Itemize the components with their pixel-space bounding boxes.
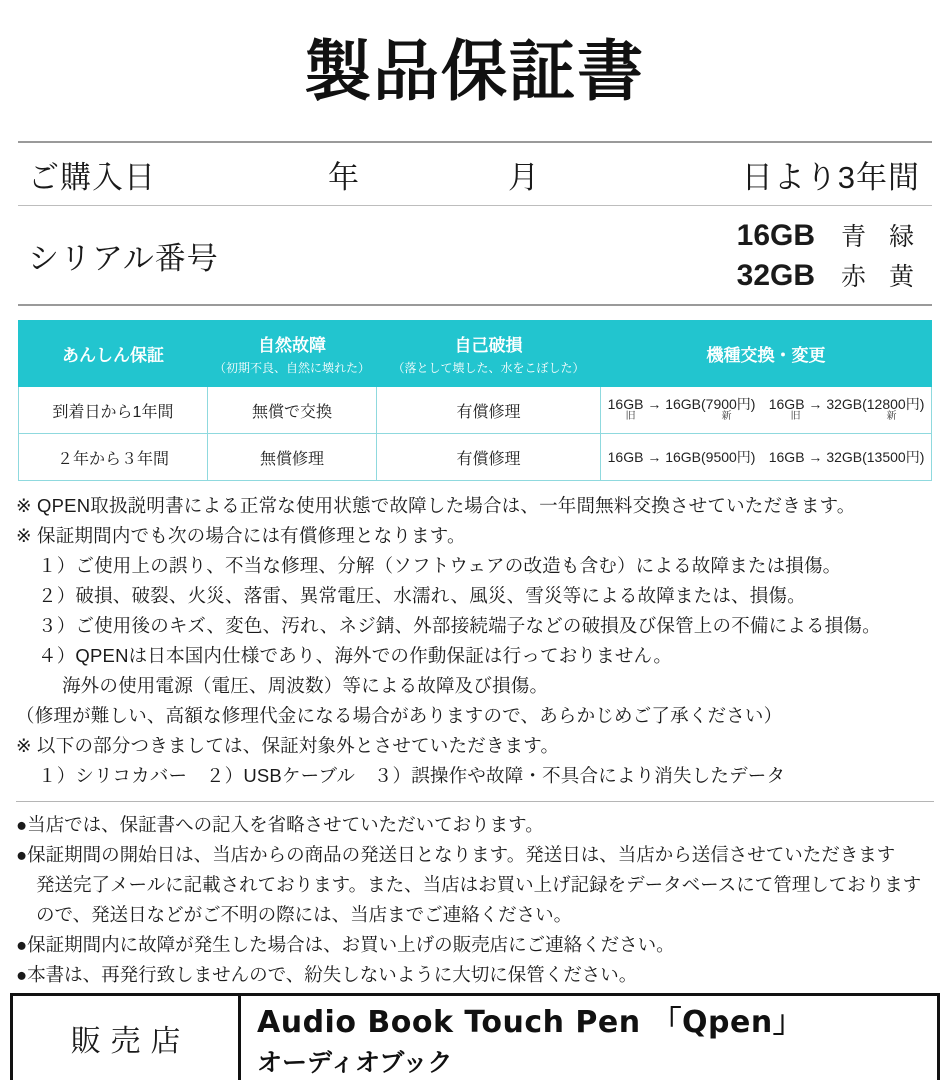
cell-period: 到着日から1年間 [19,387,208,434]
serial-number-row [18,206,932,304]
purchase-month-field[interactable]: 月 [508,159,540,195]
exchange-text: 16GB → 32GB(13500円) [768,448,925,465]
purchase-date-label: ご購入日 [28,159,156,195]
bullet-line: ●保証期間の開始日は、当店からの商品の発送日となります。発送日は、当店から送信させていただきます [16,843,896,865]
header-self-damage [377,321,601,387]
section-divider [16,801,934,802]
note-line: 海外の使用電源（電圧、周波数）等による故障及び損傷。 [62,674,549,696]
capacity-color-list [622,217,932,293]
exchange-text: 16GB → 16GB(9500円) [607,448,756,465]
note-line: ２）破損、破裂、火災、落雷、異常電圧、水濡れ、風災、雪災等による故障または、損傷。 [38,584,806,606]
capacity-item [622,217,922,253]
header-main-text: あんしん保証 [62,346,164,365]
exchange-option [769,397,925,422]
cell-natural: 無償修理 [208,434,377,481]
exchange-text: 16GB → 32GB(12800円) [768,396,925,413]
purchase-year-field[interactable]: 年 [328,159,360,195]
note-line: ３）ご使用後のキズ、変色、汚れ、ネジ錆、外部接続端子などの破損及び保管上の不備による損傷。 [38,614,881,636]
shop-footer-bar [10,993,940,1080]
cell-exchange [601,434,932,481]
product-name-en: Audio Book Touch Pen 「Qpen」 [257,1005,804,1040]
purchase-date-row [18,143,932,206]
shop-label: 販売店 [13,996,241,1080]
header-anshin-warranty [19,321,208,387]
note-line: １）ご使用上の誤り、不当な修理、分解（ソフトウェアの改造も含む）による故障または損傷。 [38,554,842,576]
warranty-table [18,320,932,481]
header-sub-text: （落として壊した、水をこぼした） [392,361,585,375]
purchase-info-block [18,141,932,306]
purchase-day-field[interactable]: 日より3年間 [741,159,920,195]
table-row [19,387,932,434]
cell-exchange [601,387,932,434]
capacity-size: 32GB [736,259,816,292]
exchange-sub: 旧 新 [625,411,754,423]
notes-section [16,491,934,791]
bullet-line: ●当店では、保証書への記入を省略させていただいております。 [16,813,544,835]
note-line: ※ 以下の部分つきましては、保証対象外とさせていただきます。 [16,734,560,756]
bullet-continuation: ので、発送日などがご不明の際には、当店までご連絡ください。 [36,903,573,925]
exchange-option [769,450,925,465]
table-row [19,434,932,481]
bullet-line: ●保証期間内に故障が発生した場合は、お買い上げの販売店にご連絡ください。 [16,933,675,955]
exchange-text: 16GB → 16GB(7900円) [607,396,756,413]
serial-number-label: シリアル番号 [28,240,219,276]
note-line: （修理が難しい、高額な修理代金になる場合がありますので、あらかじめご了承ください） [16,704,783,726]
note-line: ※ QPEN取扱説明書による正常な使用状態で故障した場合は、一年間無料交換させていただきます。 [16,495,856,516]
capacity-colors: 青 緑 [841,223,922,251]
header-main-text: 自己破損 [454,336,523,355]
cell-self: 有償修理 [377,434,601,481]
bullet-line: ●本書は、再発行致しませんので、紛失しないように大切に保管ください。 [16,963,638,985]
capacity-colors: 赤 黄 [841,263,922,291]
note-line: １）シリコカバー ２）USBケーブル ３）誤操作や故障・不具合により消失したデータ [38,764,786,786]
header-main-text: 自然故障 [258,336,326,355]
exchange-sub: 旧 新 [790,411,919,423]
note-line: ※ 保証期間内でも次の場合には有償修理となります。 [16,524,466,546]
header-model-exchange [601,321,932,387]
header-natural-failure [208,321,377,387]
bullets-section [16,810,934,990]
bullet-continuation: 発送完了メールに記載されております。また、当店はお買い上げ記録をデータベースにて管理しております [36,873,922,895]
cell-period: ２年から３年間 [19,434,208,481]
product-name-jp: オーディオブック [257,1049,453,1077]
cell-self: 有償修理 [377,387,601,434]
header-main-text: 機種交換・変更 [706,346,826,365]
header-sub-text: （初期不良、自然に壊れた） [213,361,370,375]
product-name-block [241,996,937,1080]
capacity-item [622,257,922,293]
exchange-option [608,397,756,422]
capacity-size: 16GB [736,219,816,252]
table-header-row [19,321,932,387]
cell-natural: 無償で交換 [208,387,377,434]
note-line: ４）QPENは日本国内仕様であり、海外での作動保証は行っておりません。 [38,644,673,666]
exchange-option [608,450,756,465]
page-title: 製品保証書 [305,33,645,110]
